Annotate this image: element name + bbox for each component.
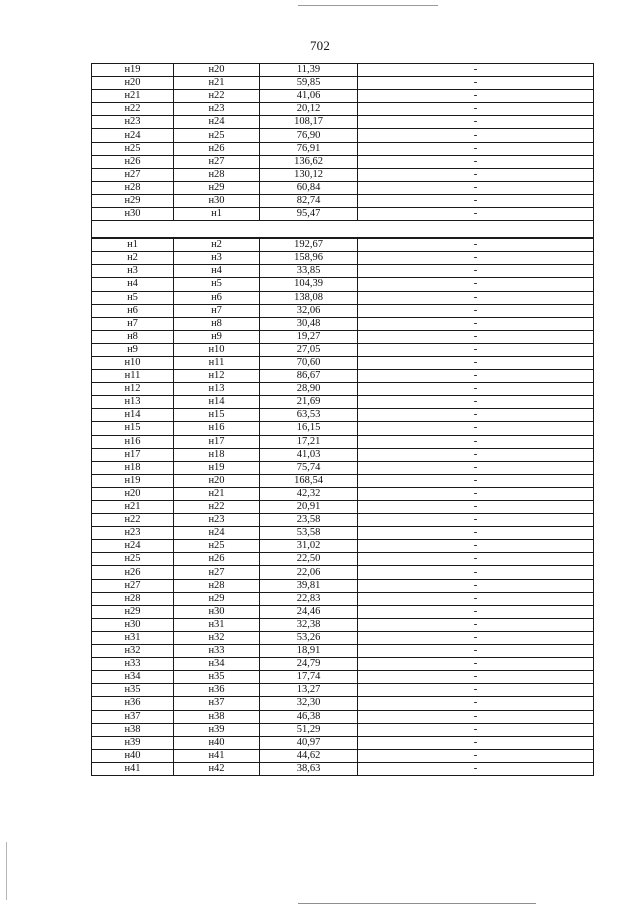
to-point-cell: н30 [174,194,260,207]
table-row [92,749,594,762]
to-point-cell: н31 [174,618,260,631]
section-separator-row [92,221,594,239]
note-cell: - [358,396,594,409]
table-row [92,252,594,265]
from-point-cell: н34 [92,671,174,684]
from-point-cell: н14 [92,409,174,422]
distance-cell: 11,39 [260,64,358,77]
to-point-cell: н33 [174,645,260,658]
to-point-cell: н22 [174,501,260,514]
scan-edge-top [298,5,438,6]
section-separator-cell [92,221,594,239]
to-point-cell: н2 [174,238,260,252]
note-cell: - [358,658,594,671]
distance-cell: 20,91 [260,501,358,514]
from-point-cell: н19 [92,64,174,77]
distance-cell: 16,15 [260,422,358,435]
from-point-cell: н30 [92,618,174,631]
distance-cell: 17,74 [260,671,358,684]
note-cell: - [358,168,594,181]
table-row [92,736,594,749]
distance-cell: 33,85 [260,265,358,278]
from-point-cell: н32 [92,645,174,658]
distance-cell: 104,39 [260,278,358,291]
to-point-cell: н4 [174,265,260,278]
note-cell: - [358,487,594,500]
table-row [92,697,594,710]
note-cell: - [358,579,594,592]
from-point-cell: н24 [92,129,174,142]
note-cell: - [358,605,594,618]
to-point-cell: н42 [174,762,260,775]
from-point-cell: н38 [92,723,174,736]
to-point-cell: н27 [174,566,260,579]
to-point-cell: н23 [174,103,260,116]
table-row [92,762,594,775]
to-point-cell: н14 [174,396,260,409]
table-row [92,383,594,396]
distance-cell: 31,02 [260,540,358,553]
note-cell: - [358,710,594,723]
note-cell: - [358,474,594,487]
distance-cell: 32,06 [260,304,358,317]
note-cell: - [358,330,594,343]
note-cell: - [358,238,594,252]
to-point-cell: н38 [174,710,260,723]
scan-edge-left [6,842,7,900]
from-point-cell: н22 [92,514,174,527]
to-point-cell: н13 [174,383,260,396]
distance-cell: 20,12 [260,103,358,116]
table-row [92,684,594,697]
from-point-cell: н24 [92,540,174,553]
distance-cell: 76,91 [260,142,358,155]
table-row [92,579,594,592]
from-point-cell: н17 [92,448,174,461]
table-row [92,435,594,448]
to-point-cell: н29 [174,592,260,605]
from-point-cell: н25 [92,142,174,155]
from-point-cell: н27 [92,168,174,181]
from-point-cell: н27 [92,579,174,592]
to-point-cell: н19 [174,461,260,474]
note-cell: - [358,527,594,540]
distance-cell: 41,03 [260,448,358,461]
from-point-cell: н15 [92,422,174,435]
table-row [92,710,594,723]
distance-cell: 63,53 [260,409,358,422]
from-point-cell: н2 [92,252,174,265]
from-point-cell: н41 [92,762,174,775]
note-cell: - [358,618,594,631]
from-point-cell: н23 [92,527,174,540]
to-point-cell: н17 [174,435,260,448]
table-row [92,265,594,278]
distance-cell: 75,74 [260,461,358,474]
to-point-cell: н22 [174,90,260,103]
distance-cell: 70,60 [260,356,358,369]
note-cell: - [358,129,594,142]
from-point-cell: н21 [92,90,174,103]
distance-cell: 28,90 [260,383,358,396]
to-point-cell: н37 [174,697,260,710]
note-cell: - [358,383,594,396]
distance-cell: 95,47 [260,208,358,221]
from-point-cell: н4 [92,278,174,291]
note-cell: - [358,304,594,317]
to-point-cell: н1 [174,208,260,221]
distance-cell: 23,58 [260,514,358,527]
table-row [92,422,594,435]
to-point-cell: н6 [174,291,260,304]
from-point-cell: н28 [92,181,174,194]
distance-cell: 136,62 [260,155,358,168]
to-point-cell: н15 [174,409,260,422]
table-row [92,501,594,514]
distance-cell: 40,97 [260,736,358,749]
to-point-cell: н36 [174,684,260,697]
note-cell: - [358,317,594,330]
from-point-cell: н39 [92,736,174,749]
to-point-cell: н27 [174,155,260,168]
distance-cell: 17,21 [260,435,358,448]
note-cell: - [358,749,594,762]
distance-cell: 22,06 [260,566,358,579]
distance-cell: 32,30 [260,697,358,710]
from-point-cell: н8 [92,330,174,343]
distance-cell: 44,62 [260,749,358,762]
table-body [92,64,594,776]
table-row [92,527,594,540]
from-point-cell: н26 [92,155,174,168]
table-row [92,671,594,684]
from-point-cell: н21 [92,501,174,514]
distance-cell: 76,90 [260,129,358,142]
distance-cell: 82,74 [260,194,358,207]
table-row [92,129,594,142]
note-cell: - [358,116,594,129]
note-cell: - [358,762,594,775]
note-cell: - [358,592,594,605]
table-row [92,291,594,304]
distance-cell: 108,17 [260,116,358,129]
distance-cell: 30,48 [260,317,358,330]
note-cell: - [358,103,594,116]
from-point-cell: н5 [92,291,174,304]
from-point-cell: н28 [92,592,174,605]
note-cell: - [358,461,594,474]
from-point-cell: н37 [92,710,174,723]
to-point-cell: н39 [174,723,260,736]
from-point-cell: н6 [92,304,174,317]
from-point-cell: н9 [92,343,174,356]
table-row [92,396,594,409]
distance-cell: 41,06 [260,90,358,103]
to-point-cell: н26 [174,553,260,566]
table-row [92,356,594,369]
from-point-cell: н20 [92,77,174,90]
from-point-cell: н29 [92,605,174,618]
to-point-cell: н3 [174,252,260,265]
from-point-cell: н12 [92,383,174,396]
from-point-cell: н25 [92,553,174,566]
note-cell: - [358,265,594,278]
from-point-cell: н22 [92,103,174,116]
table-row [92,238,594,252]
table-row [92,487,594,500]
distance-cell: 158,96 [260,252,358,265]
note-cell: - [358,645,594,658]
table-row [92,461,594,474]
distance-cell: 60,84 [260,181,358,194]
to-point-cell: н35 [174,671,260,684]
note-cell: - [358,370,594,383]
from-point-cell: н11 [92,370,174,383]
table-row [92,181,594,194]
distance-cell: 39,81 [260,579,358,592]
table-row [92,409,594,422]
table-row [92,77,594,90]
from-point-cell: н29 [92,194,174,207]
from-point-cell: н3 [92,265,174,278]
from-point-cell: н19 [92,474,174,487]
to-point-cell: н30 [174,605,260,618]
to-point-cell: н24 [174,527,260,540]
to-point-cell: н34 [174,658,260,671]
note-cell: - [358,671,594,684]
distance-cell: 192,67 [260,238,358,252]
table-row [92,514,594,527]
note-cell: - [358,291,594,304]
distance-cell: 22,50 [260,553,358,566]
note-cell: - [358,64,594,77]
to-point-cell: н20 [174,64,260,77]
note-cell: - [358,514,594,527]
table-row [92,103,594,116]
table-row [92,553,594,566]
note-cell: - [358,77,594,90]
table-row [92,343,594,356]
from-point-cell: н36 [92,697,174,710]
table-row [92,116,594,129]
table-row [92,592,594,605]
table-row [92,566,594,579]
table-row [92,658,594,671]
to-point-cell: н25 [174,540,260,553]
note-cell: - [358,343,594,356]
to-point-cell: н5 [174,278,260,291]
distance-cell: 32,38 [260,618,358,631]
distance-cell: 53,58 [260,527,358,540]
note-cell: - [358,736,594,749]
table-row [92,370,594,383]
table-row [92,448,594,461]
table-row [92,631,594,644]
to-point-cell: н29 [174,181,260,194]
to-point-cell: н25 [174,129,260,142]
to-point-cell: н24 [174,116,260,129]
distance-cell: 51,29 [260,723,358,736]
note-cell: - [358,540,594,553]
note-cell: - [358,501,594,514]
table-row [92,90,594,103]
table-row [92,723,594,736]
table-row [92,645,594,658]
to-point-cell: н7 [174,304,260,317]
table-row [92,142,594,155]
note-cell: - [358,181,594,194]
from-point-cell: н1 [92,238,174,252]
note-cell: - [358,409,594,422]
scan-edge-bottom [298,903,536,904]
note-cell: - [358,194,594,207]
from-point-cell: н23 [92,116,174,129]
from-point-cell: н18 [92,461,174,474]
note-cell: - [358,435,594,448]
distance-cell: 19,27 [260,330,358,343]
page-number: 702 [309,38,331,53]
table-row [92,605,594,618]
from-point-cell: н10 [92,356,174,369]
to-point-cell: н11 [174,356,260,369]
from-point-cell: н20 [92,487,174,500]
to-point-cell: н32 [174,631,260,644]
to-point-cell: н10 [174,343,260,356]
distance-cell: 18,91 [260,645,358,658]
distance-cell: 46,38 [260,710,358,723]
note-cell: - [358,697,594,710]
note-cell: - [358,155,594,168]
table-row [92,540,594,553]
table-row [92,317,594,330]
distance-cell: 27,05 [260,343,358,356]
from-point-cell: н16 [92,435,174,448]
table-row [92,194,594,207]
to-point-cell: н8 [174,317,260,330]
note-cell: - [358,208,594,221]
distance-cell: 86,67 [260,370,358,383]
distance-cell: 59,85 [260,77,358,90]
distance-cell: 22,83 [260,592,358,605]
from-point-cell: н40 [92,749,174,762]
note-cell: - [358,252,594,265]
to-point-cell: н28 [174,579,260,592]
from-point-cell: н35 [92,684,174,697]
table-row [92,208,594,221]
distance-cell: 24,46 [260,605,358,618]
to-point-cell: н20 [174,474,260,487]
distance-cell: 21,69 [260,396,358,409]
table-row [92,618,594,631]
distance-cell: 168,54 [260,474,358,487]
note-cell: - [358,356,594,369]
from-point-cell: н33 [92,658,174,671]
distance-cell: 24,79 [260,658,358,671]
note-cell: - [358,723,594,736]
table-row [92,304,594,317]
to-point-cell: н21 [174,77,260,90]
note-cell: - [358,553,594,566]
from-point-cell: н26 [92,566,174,579]
table-row [92,168,594,181]
table-row [92,278,594,291]
from-point-cell: н31 [92,631,174,644]
note-cell: - [358,142,594,155]
distance-cell: 138,08 [260,291,358,304]
distance-cell: 53,26 [260,631,358,644]
to-point-cell: н23 [174,514,260,527]
table-row [92,155,594,168]
note-cell: - [358,90,594,103]
distance-cell: 13,27 [260,684,358,697]
distance-cell: 38,63 [260,762,358,775]
to-point-cell: н21 [174,487,260,500]
to-point-cell: н28 [174,168,260,181]
table-row [92,474,594,487]
from-point-cell: н30 [92,208,174,221]
to-point-cell: н41 [174,749,260,762]
note-cell: - [358,278,594,291]
note-cell: - [358,566,594,579]
to-point-cell: н18 [174,448,260,461]
table-row [92,64,594,77]
note-cell: - [358,448,594,461]
to-point-cell: н12 [174,370,260,383]
from-point-cell: н13 [92,396,174,409]
distance-cell: 42,32 [260,487,358,500]
note-cell: - [358,422,594,435]
boundary-segments-table [91,63,594,776]
note-cell: - [358,631,594,644]
to-point-cell: н40 [174,736,260,749]
note-cell: - [358,684,594,697]
distance-cell: 130,12 [260,168,358,181]
from-point-cell: н7 [92,317,174,330]
to-point-cell: н16 [174,422,260,435]
to-point-cell: н26 [174,142,260,155]
table-row [92,330,594,343]
to-point-cell: н9 [174,330,260,343]
